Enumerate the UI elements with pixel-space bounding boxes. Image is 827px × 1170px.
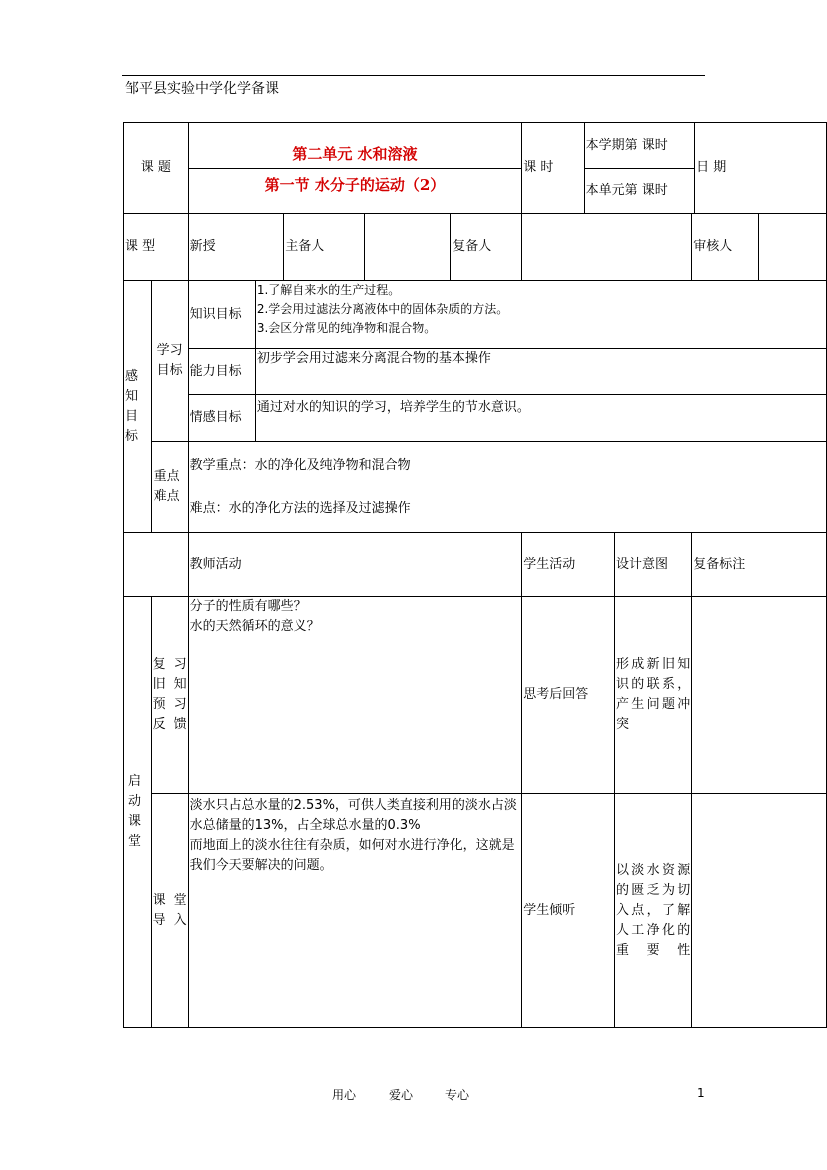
study-label: 学习目标: [151, 281, 188, 442]
semester-period: 本学期第 课时: [584, 123, 695, 169]
review-student: 思考后回答: [522, 597, 615, 794]
course-label: 课 题: [124, 123, 189, 214]
remark-header: 复备标注: [692, 533, 827, 597]
design-header: 设计意图: [614, 533, 691, 597]
knowledge-item: 1.了解自来水的生产过程。: [256, 283, 401, 297]
footer-slogan: 用心: [332, 1088, 357, 1102]
teacher-header: 教师活动: [188, 533, 522, 597]
footer-slogan: 爱心: [389, 1088, 414, 1102]
emotion-text: 通过对水的知识的学习，培养学生的节水意识。: [255, 395, 826, 442]
student-header: 学生活动: [522, 533, 615, 597]
intro-remark: [692, 794, 827, 1028]
knowledge-item: 2.学会用过滤法分离液体中的固体杂质的方法。: [256, 302, 509, 316]
review-remark: [692, 597, 827, 794]
intro-teacher-text: 淡水只占总水量的2.53%，可供人类直接利用的淡水占淡水总储量的13%，占全球总水量的0.3%: [189, 798, 517, 833]
ability-text: 初步学会用过滤来分离混合物的基本操作: [255, 349, 826, 395]
page-number: 1: [697, 1086, 705, 1100]
review-question: 水的天然循环的意义？: [189, 619, 320, 634]
keypoint-text: 教学重点：水的净化及纯净物和混合物: [189, 457, 411, 473]
auditor-value: [758, 214, 827, 281]
intro-student: 学生倾听: [522, 794, 615, 1028]
header-rule: [122, 75, 705, 76]
emotion-label: 情感目标: [188, 395, 255, 442]
intro-teacher: [188, 794, 522, 1028]
footer-slogan: 专心: [445, 1088, 470, 1102]
review-label: [151, 597, 188, 794]
knowledge-item: 3.会区分常见的纯净物和混合物。: [256, 321, 437, 335]
keypoint-label: 重点难点: [151, 442, 188, 533]
activity-header-blank: [124, 533, 189, 597]
reviewer2-value: [522, 214, 692, 281]
difficulty-text: 难点：水的净化方法的选择及过滤操作: [189, 500, 411, 516]
knowledge-label: 知识目标: [188, 281, 255, 349]
review-question: 分子的性质有哪些？: [189, 599, 307, 614]
keypoint-cell: [188, 442, 826, 533]
intro-design: 以淡水资源的匮乏为切入点，了解人工净化的重要性: [614, 794, 691, 1028]
goals-group-label: 感知目标: [124, 281, 152, 533]
intro-label-text: 课堂导入: [152, 892, 187, 928]
review-design: 形成新旧知识的联系，产生问题冲突: [614, 597, 691, 794]
reviewer2-label: 复备人: [451, 214, 522, 281]
knowledge-items: [255, 281, 826, 349]
section-title: 第一节 水分子的运动（2）: [188, 169, 522, 214]
preparer-label: 主备人: [284, 214, 365, 281]
unit-period: 本单元第 课时: [584, 169, 695, 214]
ability-label: 能力目标: [188, 349, 255, 395]
unit-title: 第二单元 水和溶液: [188, 123, 522, 169]
period-label: 课 时: [522, 123, 584, 214]
intro-label: [151, 794, 188, 1028]
activities-group-label: 启动课堂: [124, 597, 152, 1028]
date-label: 日 期: [695, 123, 827, 214]
review-label-text: 复习旧知预习反馈: [152, 657, 187, 732]
type-value: 新授: [188, 214, 284, 281]
school-header: 邹平县实验中学化学备课: [125, 81, 279, 97]
intro-teacher-text2: 而地面上的淡水往往有杂质，如何对水进行净化，这就是我们今天要解决的问题。: [189, 838, 515, 873]
preparer-value: [364, 214, 450, 281]
review-teacher: [188, 597, 522, 794]
auditor-label: 审核人: [692, 214, 758, 281]
lesson-plan-table: [123, 122, 827, 1028]
type-label: 课 型: [124, 214, 189, 281]
